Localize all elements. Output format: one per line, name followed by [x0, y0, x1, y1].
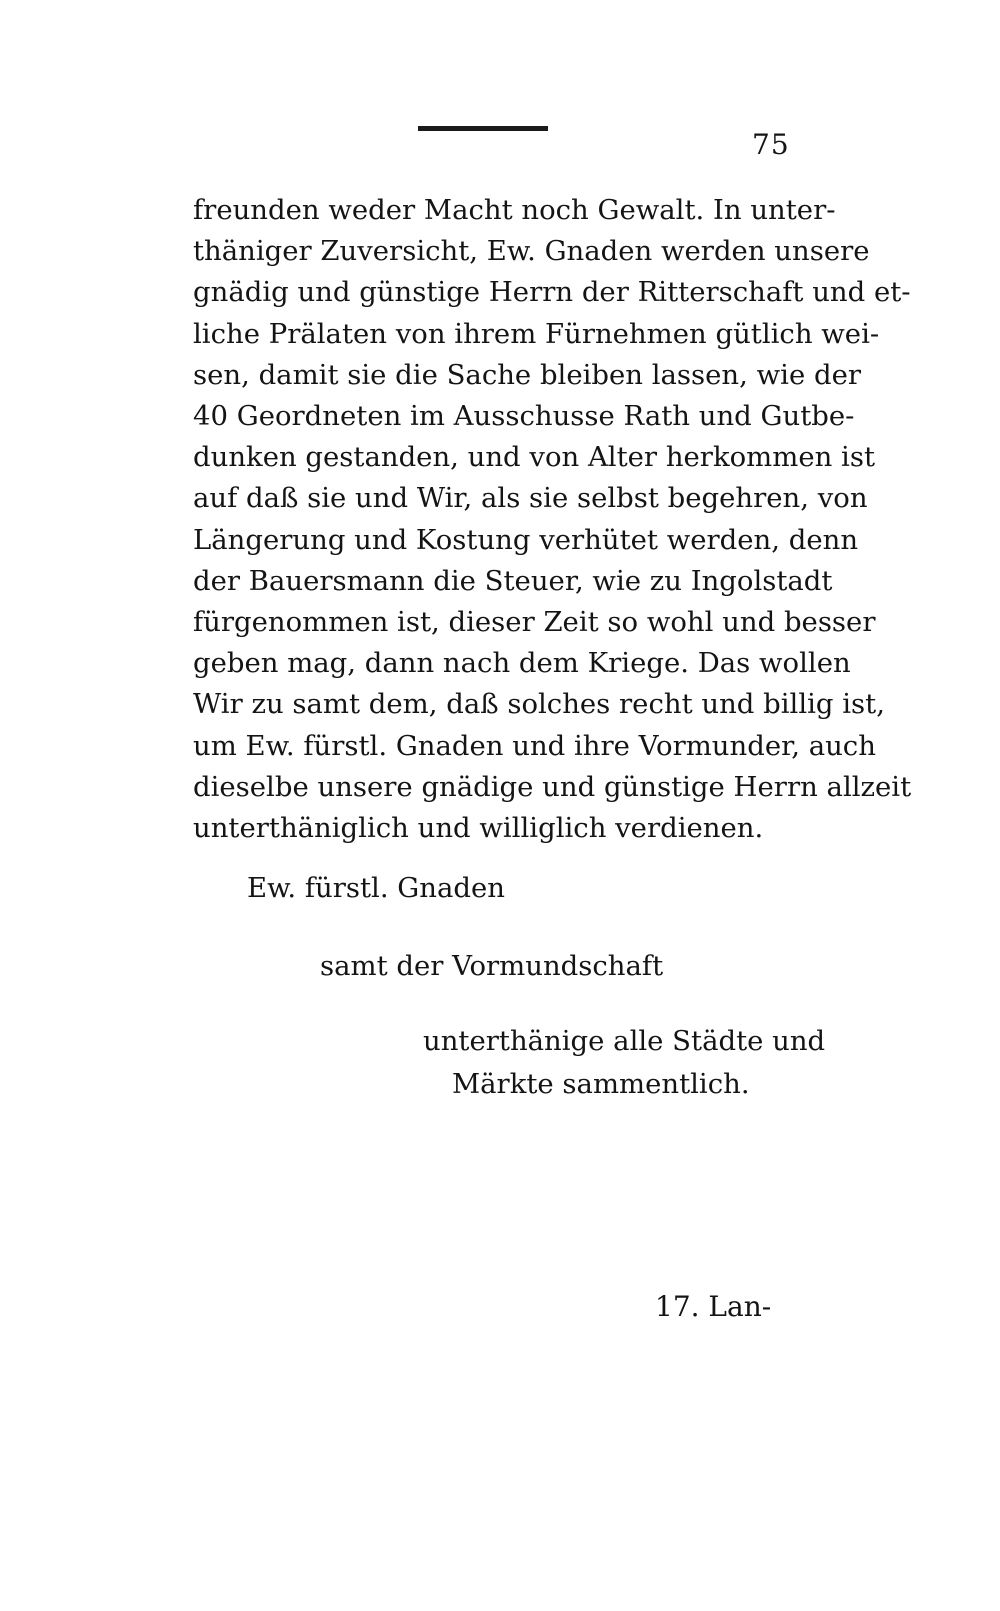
closing-signatories: unterthänige alle Städte und [423, 1025, 826, 1057]
closing-signatories-cont: Märkte sammentlich. [452, 1068, 750, 1100]
page-number: 75 [752, 128, 790, 161]
text-line: der Bauersmann die Steuer, wie zu Ingolstadt [193, 564, 833, 597]
text-line: um Ew. fürstl. Gnaden und ihre Vormunder, auch [193, 729, 876, 762]
header-rule [418, 126, 548, 131]
text-line: auf daß sie und Wir, als sie selbst begehren, von [193, 482, 868, 515]
text-line: gnädig und günstige Herrn der Ritterschaft und et- [193, 276, 911, 309]
closing-regency: samt der Vormundschaft [320, 950, 664, 982]
text-line: fürgenommen ist, dieser Zeit so wohl und besser [193, 606, 876, 639]
text-line: unterthäniglich und williglich verdienen. [193, 812, 764, 845]
text-line: Längerung und Kostung verhütet werden, denn [193, 523, 859, 556]
text-line: thäniger Zuversicht, Ew. Gnaden werden unsere [193, 235, 870, 268]
catchword: 17. Lan- [655, 1290, 772, 1323]
text-line: dieselbe unsere gnädige und günstige Herrn allzeit [193, 770, 912, 803]
text-line: liche Prälaten von ihrem Fürnehmen gütlich wei- [193, 317, 880, 350]
text-line: freunden weder Macht noch Gewalt. In unter- [193, 194, 836, 226]
text-line: 40 Geordneten im Ausschusse Rath und Gutbe- [193, 400, 855, 433]
body-paragraph [193, 190, 912, 849]
closing-salutation: Ew. fürstl. Gnaden [247, 872, 505, 904]
text-line: Wir zu samt dem, daß solches recht und billig ist, [193, 688, 885, 721]
text-line: geben mag, dann nach dem Kriege. Das wollen [193, 647, 851, 680]
text-line: sen, damit sie die Sache bleiben lassen, wie der [193, 358, 862, 391]
text-line: dunken gestanden, und von Alter herkommen ist [193, 441, 876, 474]
